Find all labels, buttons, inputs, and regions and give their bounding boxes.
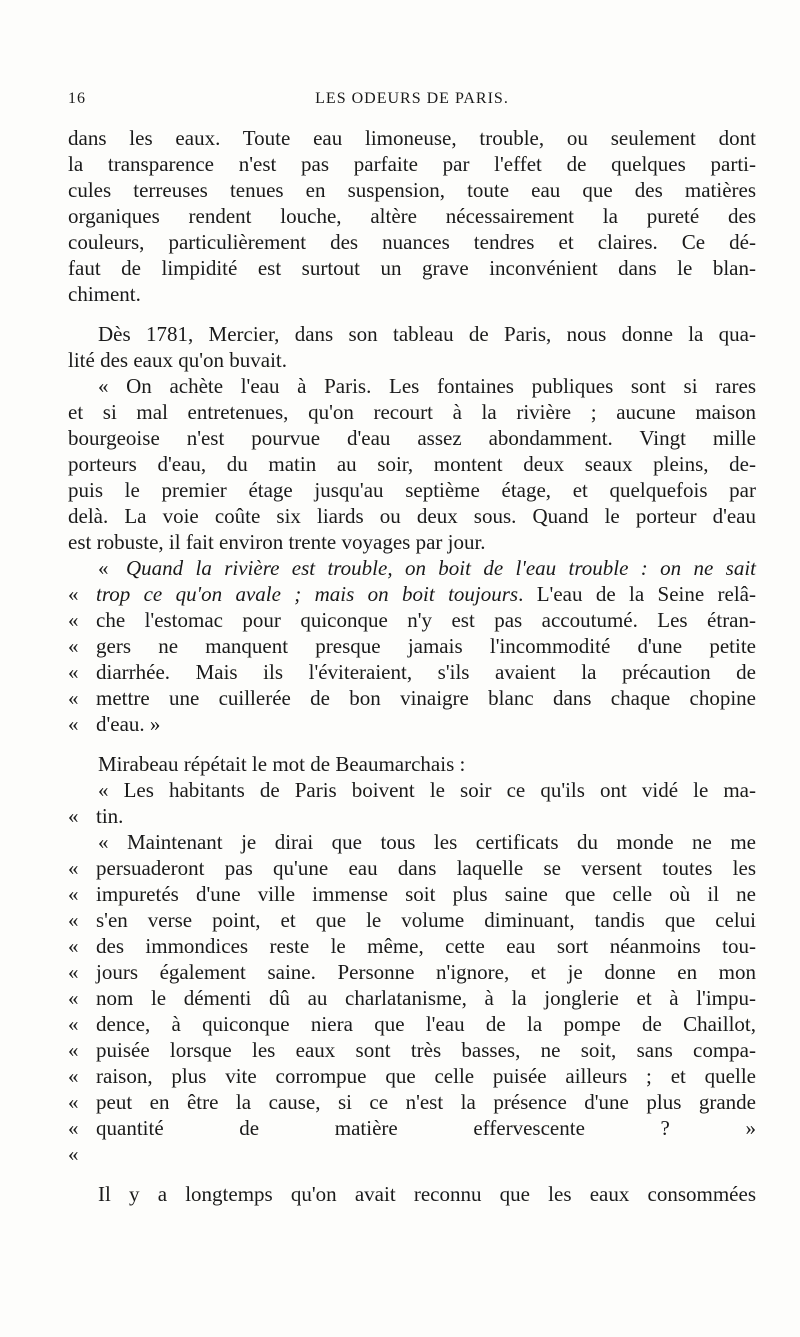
quote-mark: « xyxy=(68,1116,79,1140)
text-line: couleurs, particulièrement des nuances tendres et claires. Ce dé- xyxy=(68,230,756,254)
quote-mark: « xyxy=(68,934,79,958)
quote-text: raison, plus vite corrompue que celle puisée ailleurs ; et quelle xyxy=(96,1064,756,1088)
page-number: 16 xyxy=(68,90,86,107)
quote-line xyxy=(68,1141,756,1167)
quote-line xyxy=(68,659,756,685)
text-line: organiques rendent louche, altère nécessairement la pureté des xyxy=(68,204,756,228)
quote-mark: « xyxy=(68,1038,79,1062)
quote-mark: « xyxy=(68,660,79,684)
quote-line: « Les habitants de Paris boivent le soir ce qu'ils ont vidé le ma- xyxy=(98,778,756,802)
quote-line xyxy=(68,711,756,737)
quote-mark: « xyxy=(68,1012,79,1036)
quote-line xyxy=(68,1063,756,1089)
quote-mark: « xyxy=(68,908,79,932)
quote-text xyxy=(126,555,756,581)
text-line: lité des eaux qu'on buvait. xyxy=(68,348,287,372)
quote-text: des immondices reste le même, cette eau sort néanmoins tou- xyxy=(96,934,756,958)
body-text xyxy=(68,125,756,1207)
quote-text: diarrhée. Mais ils l'éviteraient, s'ils avaient la précaution de xyxy=(96,660,756,684)
quote-mark: « xyxy=(68,882,79,906)
quote-mark: « xyxy=(68,634,79,658)
quote-text xyxy=(96,1141,756,1167)
quote-mark: « xyxy=(68,1142,79,1166)
text-line: Dès 1781, Mercier, dans son tableau de Paris, nous donne la qua- xyxy=(98,322,756,346)
quote-mark: « xyxy=(68,712,79,736)
quote-text: quantité de matière effervescente ? » xyxy=(96,1116,756,1140)
text-line: dans les eaux. Toute eau limoneuse, trouble, ou seulement dont xyxy=(68,126,756,150)
text-line: puis le premier étage jusqu'au septième étage, et quelquefois par xyxy=(68,478,756,502)
text-line: bourgeoise n'est pourvue d'eau assez abondamment. Vingt mille xyxy=(68,426,756,450)
quote-mark: « xyxy=(68,986,79,1010)
quote-line xyxy=(68,855,756,881)
quote-text: nom le démenti dû au charlatanisme, à la jonglerie et à l'impu- xyxy=(96,986,756,1010)
quote-line xyxy=(68,985,756,1011)
quote-line xyxy=(68,581,756,607)
quote-line xyxy=(68,907,756,933)
quote-text: gers ne manquent presque jamais l'incommodité d'une petite xyxy=(96,634,756,658)
italic-text: trop ce qu'on avale ; mais on boit toujours xyxy=(96,582,519,606)
quote-mark: « xyxy=(68,856,79,880)
quote-text: tin. xyxy=(96,804,124,828)
text-line: cules terreuses tenues en suspension, toute eau que des matières xyxy=(68,178,756,202)
text-line: et si mal entretenues, qu'on recourt à la rivière ; aucune maison xyxy=(68,400,756,424)
text-line: porteurs d'eau, du matin au soir, montent deux seaux pleins, de- xyxy=(68,452,756,476)
quote-mark: « xyxy=(68,960,79,984)
quote-text: persuaderont pas qu'une eau dans laquelle se versent toutes les xyxy=(96,856,756,880)
quote-line xyxy=(68,933,756,959)
quote-mark: « xyxy=(98,556,109,580)
quote-mark: « xyxy=(68,582,79,606)
quote-line: « Maintenant je dirai que tous les certificats du monde ne me xyxy=(98,830,756,854)
quote-line xyxy=(68,555,756,581)
quote-mark: « xyxy=(68,608,79,632)
text-line: chiment. xyxy=(68,282,141,306)
quote-text: peut en être la cause, si ce n'est la présence d'une plus grande xyxy=(96,1090,756,1114)
quote-line xyxy=(68,685,756,711)
text-line: la transparence n'est pas parfaite par l'effet de quelques parti- xyxy=(68,152,756,176)
text-line: delà. La voie coûte six liards ou deux sous. Quand le porteur d'eau xyxy=(68,504,756,528)
quote-text: impuretés d'une ville immense soit plus saine que celle où il ne xyxy=(96,882,756,906)
quote-line xyxy=(68,607,756,633)
quote-text: s'en verse point, et que le volume diminuant, tandis que celui xyxy=(96,908,756,932)
quote-line xyxy=(68,803,756,829)
quote-line xyxy=(68,1037,756,1063)
quote-text: puisée lorsque les eaux sont très basses, ne soit, sans compa- xyxy=(96,1038,756,1062)
quote-line xyxy=(68,1089,756,1115)
quote-text xyxy=(96,581,756,607)
quote-mark: « xyxy=(68,1090,79,1114)
quote-line xyxy=(68,959,756,985)
text-line: « On achète l'eau à Paris. Les fontaines publiques sont si rares xyxy=(98,374,756,398)
text-line: Mirabeau répétait le mot de Beaumarchais : xyxy=(98,752,466,776)
quote-text: d'eau. » xyxy=(96,712,161,736)
quote-text: dence, à quiconque niera que l'eau de la pompe de Chaillot, xyxy=(96,1012,756,1036)
quote-line xyxy=(68,1011,756,1037)
quote-mark: « xyxy=(68,1064,79,1088)
page-header xyxy=(68,90,756,116)
quote-text-rest: . L'eau de la Seine relâ- xyxy=(518,582,756,606)
quote-line xyxy=(68,1115,756,1141)
quote-text: jours également saine. Personne n'ignore, et je donne en mon xyxy=(96,960,756,984)
quote-line xyxy=(68,881,756,907)
italic-text: Quand la rivière est trouble, on boit de l'eau trouble : on ne sait xyxy=(126,556,756,580)
quote-mark: « xyxy=(68,804,79,828)
text-line: Il y a longtemps qu'on avait reconnu que les eaux consommées xyxy=(98,1182,756,1206)
running-title: LES ODEURS DE PARIS. xyxy=(315,90,509,107)
text-line: faut de limpidité est surtout un grave inconvénient dans le blan- xyxy=(68,256,756,280)
quote-text: che l'estomac pour quiconque n'y est pas accoutumé. Les étran- xyxy=(96,608,756,632)
quote-mark: « xyxy=(68,686,79,710)
text-line: est robuste, il fait environ trente voyages par jour. xyxy=(68,530,486,554)
quote-text: mettre une cuillerée de bon vinaigre blanc dans chaque chopine xyxy=(96,686,756,710)
quote-line xyxy=(68,633,756,659)
